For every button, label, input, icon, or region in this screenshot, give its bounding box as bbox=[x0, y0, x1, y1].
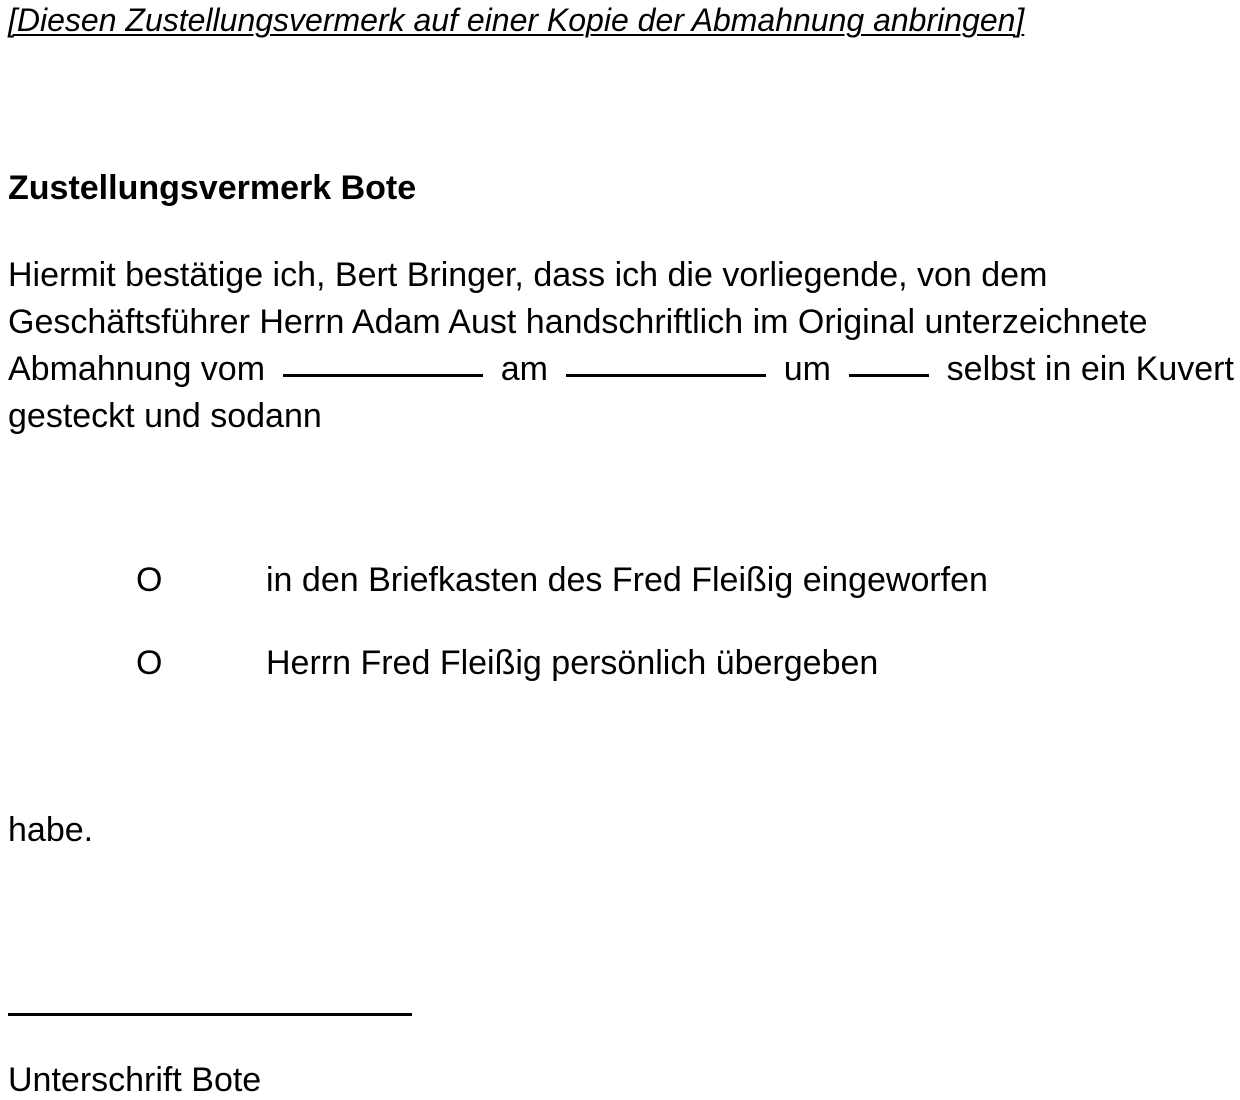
closing-text: habe. bbox=[8, 811, 94, 849]
paragraph-text: Abmahnung vom bbox=[8, 350, 266, 388]
date-of-warning-blank[interactable] bbox=[283, 346, 483, 377]
paragraph-text: am bbox=[500, 350, 548, 388]
paragraph-line: Geschäftsführer Herrn Adam Aust handschriftlich im Original unterzeichnete bbox=[8, 303, 1148, 341]
paragraph-line-with-blanks bbox=[8, 346, 1234, 393]
instruction-note: [Diesen Zustellungsvermerk auf einer Kopie der Abmahnung anbringen] bbox=[8, 2, 1025, 38]
delivery-time-blank[interactable] bbox=[849, 346, 929, 377]
option-label: in den Briefkasten des Fred Fleißig eingeworfen bbox=[266, 561, 988, 599]
paragraph-text: selbst in ein Kuvert bbox=[946, 350, 1234, 388]
document-heading: Zustellungsvermerk Bote bbox=[8, 169, 417, 207]
paragraph-line: gesteckt und sodann bbox=[8, 397, 322, 435]
option-checkbox-marker[interactable]: O bbox=[136, 644, 163, 682]
paragraph-text: um bbox=[783, 350, 831, 388]
signature-label: Unterschrift Bote bbox=[8, 1061, 262, 1099]
delivery-date-blank[interactable] bbox=[566, 346, 766, 377]
paragraph-line: Hiermit bestätige ich, Bert Bringer, dass ich die vorliegende, von dem bbox=[8, 256, 1048, 294]
option-label: Herrn Fred Fleißig persönlich übergeben bbox=[266, 644, 879, 682]
signature-line[interactable] bbox=[8, 1013, 412, 1016]
option-checkbox-marker[interactable]: O bbox=[136, 561, 163, 599]
confirmation-paragraph bbox=[8, 252, 1240, 440]
